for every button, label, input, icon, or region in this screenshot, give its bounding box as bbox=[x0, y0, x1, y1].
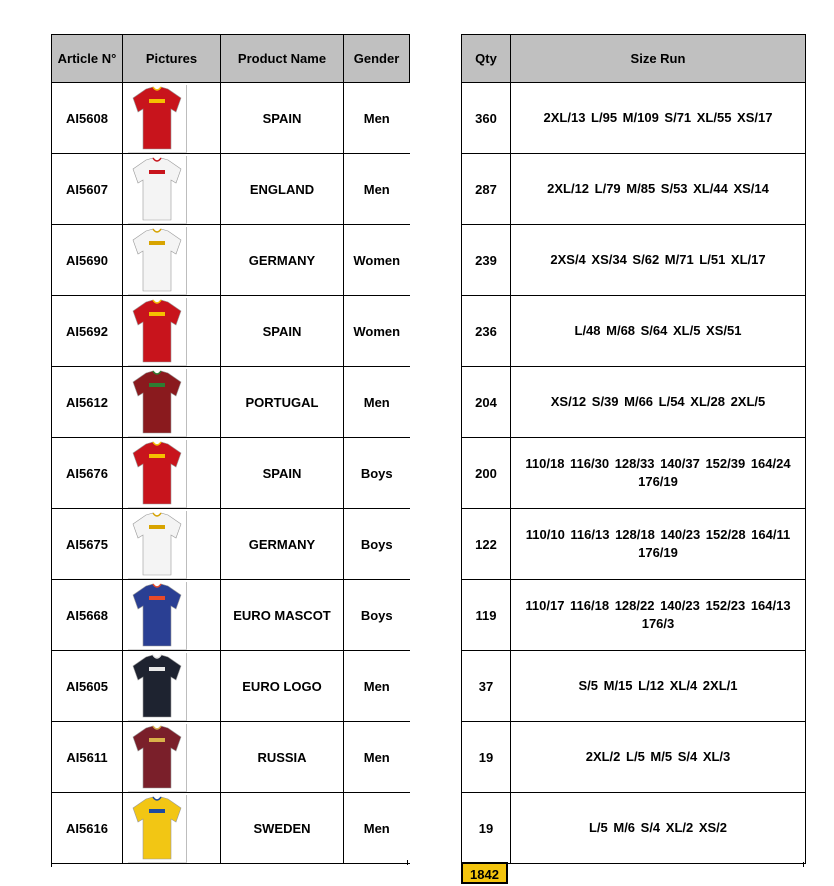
tshirt-icon bbox=[128, 795, 186, 862]
table-row bbox=[52, 154, 410, 225]
quantity: 19 bbox=[462, 793, 511, 864]
header-row bbox=[52, 35, 410, 83]
header-article: Article N° bbox=[52, 35, 123, 83]
header-size-run: Size Run bbox=[511, 35, 806, 83]
tshirt-icon bbox=[128, 511, 186, 578]
tshirt-icon bbox=[128, 724, 186, 791]
header-qty: Qty bbox=[462, 35, 511, 83]
quantity: 287 bbox=[462, 154, 511, 225]
product-name: EURO MASCOT bbox=[221, 580, 344, 651]
table-row bbox=[52, 509, 410, 580]
quantity-table bbox=[461, 34, 806, 864]
product-image bbox=[128, 156, 187, 224]
gender: Boys bbox=[344, 580, 410, 651]
size-run bbox=[511, 225, 806, 296]
product-name: RUSSIA bbox=[221, 722, 344, 793]
product-image bbox=[128, 369, 187, 437]
header-gender: Gender bbox=[344, 35, 410, 83]
gender: Men bbox=[344, 793, 410, 864]
product-image bbox=[128, 298, 187, 366]
size-run-text: 110/10 116/13 128/18 140/23 152/28 164/11 176/19 bbox=[525, 527, 791, 560]
header-product-name: Product Name bbox=[221, 35, 344, 83]
article-number: AI5692 bbox=[52, 296, 123, 367]
article-number: AI5676 bbox=[52, 438, 123, 509]
tshirt-icon bbox=[128, 369, 186, 436]
product-picture bbox=[123, 83, 221, 154]
article-number: AI5608 bbox=[52, 83, 123, 154]
quantity: 37 bbox=[462, 651, 511, 722]
table-row bbox=[52, 793, 410, 864]
product-picture bbox=[123, 154, 221, 225]
header-pictures: Pictures bbox=[123, 35, 221, 83]
quantity: 236 bbox=[462, 296, 511, 367]
product-image bbox=[128, 511, 187, 579]
size-run bbox=[511, 509, 806, 580]
quantity: 204 bbox=[462, 367, 511, 438]
tshirt-icon bbox=[128, 653, 186, 720]
article-number: AI5675 bbox=[52, 509, 123, 580]
table-edge-tick bbox=[51, 862, 52, 867]
quantity: 360 bbox=[462, 83, 511, 154]
size-run-text: 110/18 116/30 128/33 140/37 152/39 164/24 176/19 bbox=[525, 456, 791, 489]
size-run bbox=[511, 83, 806, 154]
table-row bbox=[52, 367, 410, 438]
article-number: AI5607 bbox=[52, 154, 123, 225]
product-name: SPAIN bbox=[221, 83, 344, 154]
product-name: GERMANY bbox=[221, 225, 344, 296]
size-run-text: XS/12 S/39 M/66 L/54 XL/28 2XL/5 bbox=[550, 394, 766, 409]
size-run bbox=[511, 154, 806, 225]
article-number: AI5668 bbox=[52, 580, 123, 651]
table-row bbox=[462, 83, 806, 154]
product-picture bbox=[123, 438, 221, 509]
product-picture bbox=[123, 651, 221, 722]
product-image bbox=[128, 440, 187, 508]
table-row bbox=[52, 296, 410, 367]
product-table bbox=[51, 34, 410, 864]
table-row bbox=[52, 225, 410, 296]
product-name: SWEDEN bbox=[221, 793, 344, 864]
table-row bbox=[52, 722, 410, 793]
tshirt-icon bbox=[128, 85, 186, 152]
size-run bbox=[511, 367, 806, 438]
size-run bbox=[511, 438, 806, 509]
gender: Men bbox=[344, 367, 410, 438]
product-picture bbox=[123, 722, 221, 793]
product-name: PORTUGAL bbox=[221, 367, 344, 438]
table-row bbox=[462, 580, 806, 651]
article-number: AI5616 bbox=[52, 793, 123, 864]
gender: Men bbox=[344, 154, 410, 225]
size-run-text: S/5 M/15 L/12 XL/4 2XL/1 bbox=[578, 678, 738, 693]
size-run bbox=[511, 722, 806, 793]
gender: Women bbox=[344, 225, 410, 296]
gender: Men bbox=[344, 651, 410, 722]
product-name: GERMANY bbox=[221, 509, 344, 580]
product-name: SPAIN bbox=[221, 296, 344, 367]
quantity: 19 bbox=[462, 722, 511, 793]
size-run-text: L/5 M/6 S/4 XL/2 XS/2 bbox=[588, 820, 728, 835]
tshirt-icon bbox=[128, 227, 186, 294]
size-run-text: 2XL/13 L/95 M/109 S/71 XL/55 XS/17 bbox=[543, 110, 773, 125]
product-picture bbox=[123, 793, 221, 864]
size-run bbox=[511, 793, 806, 864]
product-name: SPAIN bbox=[221, 438, 344, 509]
product-image bbox=[128, 85, 187, 153]
table-row bbox=[462, 793, 806, 864]
tshirt-icon bbox=[128, 440, 186, 507]
size-run bbox=[511, 651, 806, 722]
size-run-text: 2XL/2 L/5 M/5 S/4 XL/3 bbox=[585, 749, 731, 764]
product-picture bbox=[123, 296, 221, 367]
gender: Women bbox=[344, 296, 410, 367]
tshirt-icon bbox=[128, 156, 186, 223]
product-name: ENGLAND bbox=[221, 154, 344, 225]
quantity: 119 bbox=[462, 580, 511, 651]
quantity: 239 bbox=[462, 225, 511, 296]
size-run bbox=[511, 580, 806, 651]
table-row bbox=[52, 438, 410, 509]
size-run bbox=[511, 296, 806, 367]
table-row bbox=[52, 651, 410, 722]
size-run-text: 110/17 116/18 128/22 140/23 152/23 164/13 176/3 bbox=[525, 598, 791, 631]
tshirt-icon bbox=[128, 582, 186, 649]
product-image bbox=[128, 724, 187, 792]
size-run-text: L/48 M/68 S/64 XL/5 XS/51 bbox=[574, 323, 742, 338]
table-row bbox=[462, 296, 806, 367]
table-row bbox=[462, 651, 806, 722]
product-image bbox=[128, 227, 187, 295]
product-picture bbox=[123, 509, 221, 580]
product-image bbox=[128, 582, 187, 650]
table-row bbox=[52, 580, 410, 651]
table-row bbox=[462, 154, 806, 225]
gender: Men bbox=[344, 83, 410, 154]
article-number: AI5690 bbox=[52, 225, 123, 296]
table-row bbox=[462, 722, 806, 793]
table-row bbox=[462, 367, 806, 438]
tshirt-icon bbox=[128, 298, 186, 365]
table-edge-tick bbox=[803, 862, 804, 867]
product-image bbox=[128, 653, 187, 721]
size-run-text: 2XS/4 XS/34 S/62 M/71 L/51 XL/17 bbox=[550, 252, 766, 267]
product-image bbox=[128, 795, 187, 863]
quantity: 200 bbox=[462, 438, 511, 509]
header-row bbox=[462, 35, 806, 83]
product-picture bbox=[123, 367, 221, 438]
quantity: 122 bbox=[462, 509, 511, 580]
product-name: EURO LOGO bbox=[221, 651, 344, 722]
article-number: AI5611 bbox=[52, 722, 123, 793]
table-row bbox=[462, 438, 806, 509]
gender: Boys bbox=[344, 509, 410, 580]
size-run-text: 2XL/12 L/79 M/85 S/53 XL/44 XS/14 bbox=[547, 181, 769, 196]
product-picture bbox=[123, 225, 221, 296]
gender: Men bbox=[344, 722, 410, 793]
article-number: AI5612 bbox=[52, 367, 123, 438]
table-edge-tick bbox=[407, 860, 408, 865]
table-row bbox=[462, 225, 806, 296]
table-row bbox=[52, 83, 410, 154]
article-number: AI5605 bbox=[52, 651, 123, 722]
total-qty-badge: 1842 bbox=[461, 862, 508, 884]
table-row bbox=[462, 509, 806, 580]
product-picture bbox=[123, 580, 221, 651]
gender: Boys bbox=[344, 438, 410, 509]
